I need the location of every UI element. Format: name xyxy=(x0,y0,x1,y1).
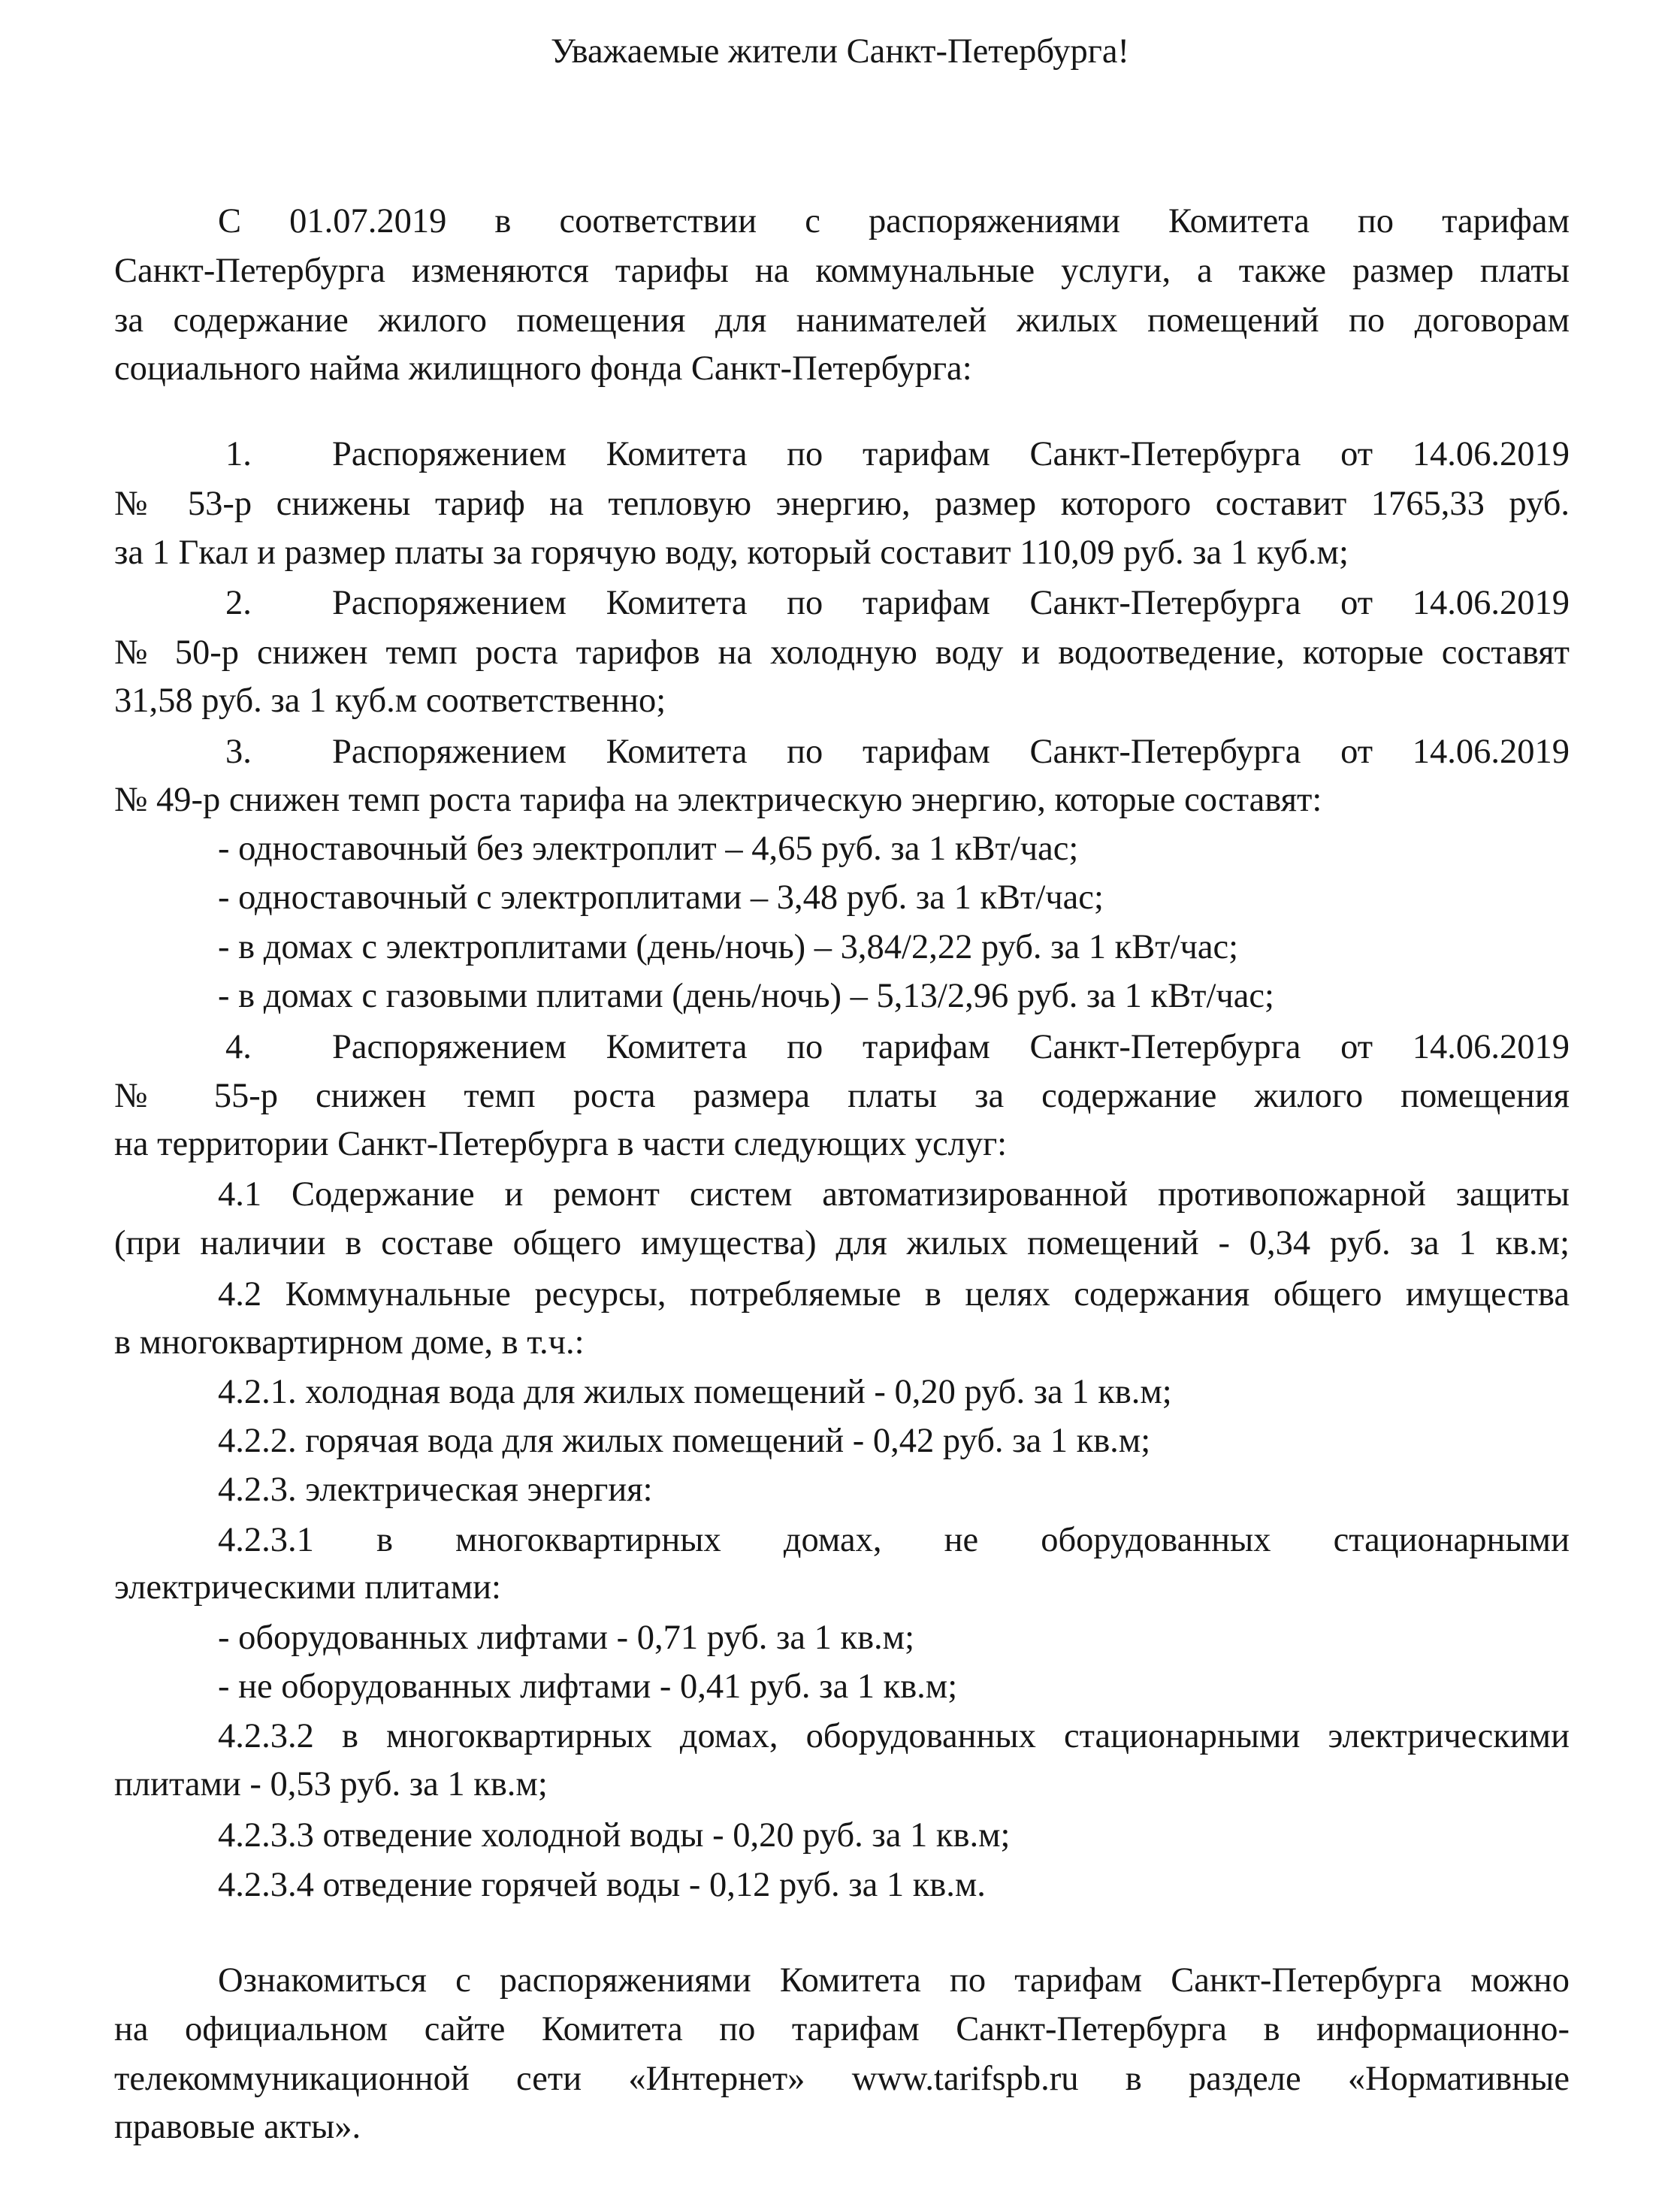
item-1-line-2: № 53-р снижены тариф на тепловую энергию, размер которого составит 1765,33 руб. xyxy=(114,485,1570,523)
tariff-line: - одноставочный с электроплитами – 3,48 руб. за 1 кВт/час; xyxy=(218,878,1104,917)
tariff-line: - в домах с газовыми плитами (день/ночь) – 5,13/2,96 руб. за 1 кВт/час; xyxy=(218,977,1274,1015)
detail-4-2-2: 4.2.2. горячая вода для жилых помещений - 0,42 руб. за 1 кв.м; xyxy=(218,1422,1151,1460)
item-2-line-2: № 50-р снижен темп роста тарифов на холодную воду и водоотведение, которые составят xyxy=(114,633,1570,672)
item-number: 3. xyxy=(225,733,252,771)
detail-4-2-3-1-line-1: 4.2.3.1 в многоквартирных домах, не оборудованных стационарными xyxy=(218,1521,1570,1559)
detail-4-1-line-2: (при наличии в составе общего имущества) для жилых помещений - 0,34 руб. за 1 кв.м; xyxy=(114,1224,1570,1262)
intro-line-4: социального найма жилищного фонда Санкт-Петербурга: xyxy=(114,349,972,388)
closing-line-1: Ознакомиться с распоряжениями Комитета по тарифам Санкт-Петербурга можно xyxy=(218,1961,1570,2000)
item-text: Распоряжением Комитета по тарифам Санкт-Петербурга от 14.06.2019 xyxy=(332,733,1570,771)
detail-4-1-line-1: 4.1 Содержание и ремонт систем автоматизированной противопожарной защиты xyxy=(218,1175,1570,1214)
item-4-line-3: на территории Санкт-Петербурга в части следующих услуг: xyxy=(114,1125,1008,1163)
intro-line-1: С 01.07.2019 в соответствии с распоряжениями Комитета по тарифам xyxy=(218,202,1570,240)
item-3-line-2: № 49-р снижен темп роста тарифа на электрическую энергию, которые составят: xyxy=(114,781,1322,819)
tariff-line: - одноставочный без электроплит – 4,65 руб. за 1 кВт/час; xyxy=(218,830,1079,868)
detail-4-2-line-1: 4.2 Коммунальные ресурсы, потребляемые в целях содержания общего имущества xyxy=(218,1275,1570,1314)
detail-4-2-3-1-lifts: - оборудованных лифтами - 0,71 руб. за 1 кв.м; xyxy=(218,1619,915,1657)
letter-title: Уважаемые жители Санкт-Петербурга! xyxy=(550,32,1130,71)
item-text: Распоряжением Комитета по тарифам Санкт-Петербурга от 14.06.2019 xyxy=(332,1028,1570,1066)
detail-4-2-3-1-line-2: электрическими плитами: xyxy=(114,1568,501,1607)
item-4-line-2: № 55-р снижен темп роста размера платы за содержание жилого помещения xyxy=(114,1077,1570,1115)
detail-4-2-3-2-line-2: плитами - 0,53 руб. за 1 кв.м; xyxy=(114,1765,548,1803)
detail-4-2-3-4: 4.2.3.4 отведение горячей воды - 0,12 руб. за 1 кв.м. xyxy=(218,1866,986,1904)
closing-line-2: на официальном сайте Комитета по тарифам Санкт-Петербурга в информационно- xyxy=(114,2010,1570,2048)
item-number: 4. xyxy=(225,1028,252,1066)
intro-line-3: за содержание жилого помещения для нанимателей жилых помещений по договорам xyxy=(114,301,1570,340)
detail-4-2-line-2: в многоквартирном доме, в т.ч.: xyxy=(114,1323,585,1362)
item-1-line-3: за 1 Гкал и размер платы за горячую воду, который составит 110,09 руб. за 1 куб.м; xyxy=(114,534,1349,572)
detail-4-2-3-3: 4.2.3.3 отведение холодной воды - 0,20 руб. за 1 кв.м; xyxy=(218,1816,1011,1855)
item-number: 1. xyxy=(225,435,252,473)
item-2-line-3: 31,58 руб. за 1 куб.м соответственно; xyxy=(114,682,666,720)
intro-line-2: Санкт-Петербурга изменяются тарифы на коммунальные услуги, а также размер платы xyxy=(114,252,1570,290)
detail-4-2-3: 4.2.3. электрическая энергия: xyxy=(218,1471,653,1509)
tariff-line: - в домах с электроплитами (день/ночь) – 3,84/2,22 руб. за 1 кВт/час; xyxy=(218,928,1239,966)
item-text: Распоряжением Комитета по тарифам Санкт-Петербурга от 14.06.2019 xyxy=(332,584,1570,622)
detail-4-2-1: 4.2.1. холодная вода для жилых помещений - 0,20 руб. за 1 кв.м; xyxy=(218,1373,1172,1411)
item-text: Распоряжением Комитета по тарифам Санкт-Петербурга от 14.06.2019 xyxy=(332,435,1570,473)
detail-4-2-3-1-no-lifts: - не оборудованных лифтами - 0,41 руб. за 1 кв.м; xyxy=(218,1667,958,1706)
item-number: 2. xyxy=(225,584,252,622)
closing-line-3: телекоммуникационной сети «Интернет» www.tarifspb.ru в разделе «Нормативные xyxy=(114,2060,1570,2098)
closing-line-4: правовые акты». xyxy=(114,2108,361,2146)
detail-4-2-3-2-line-1: 4.2.3.2 в многоквартирных домах, оборудованных стационарными электрическими xyxy=(218,1717,1570,1755)
